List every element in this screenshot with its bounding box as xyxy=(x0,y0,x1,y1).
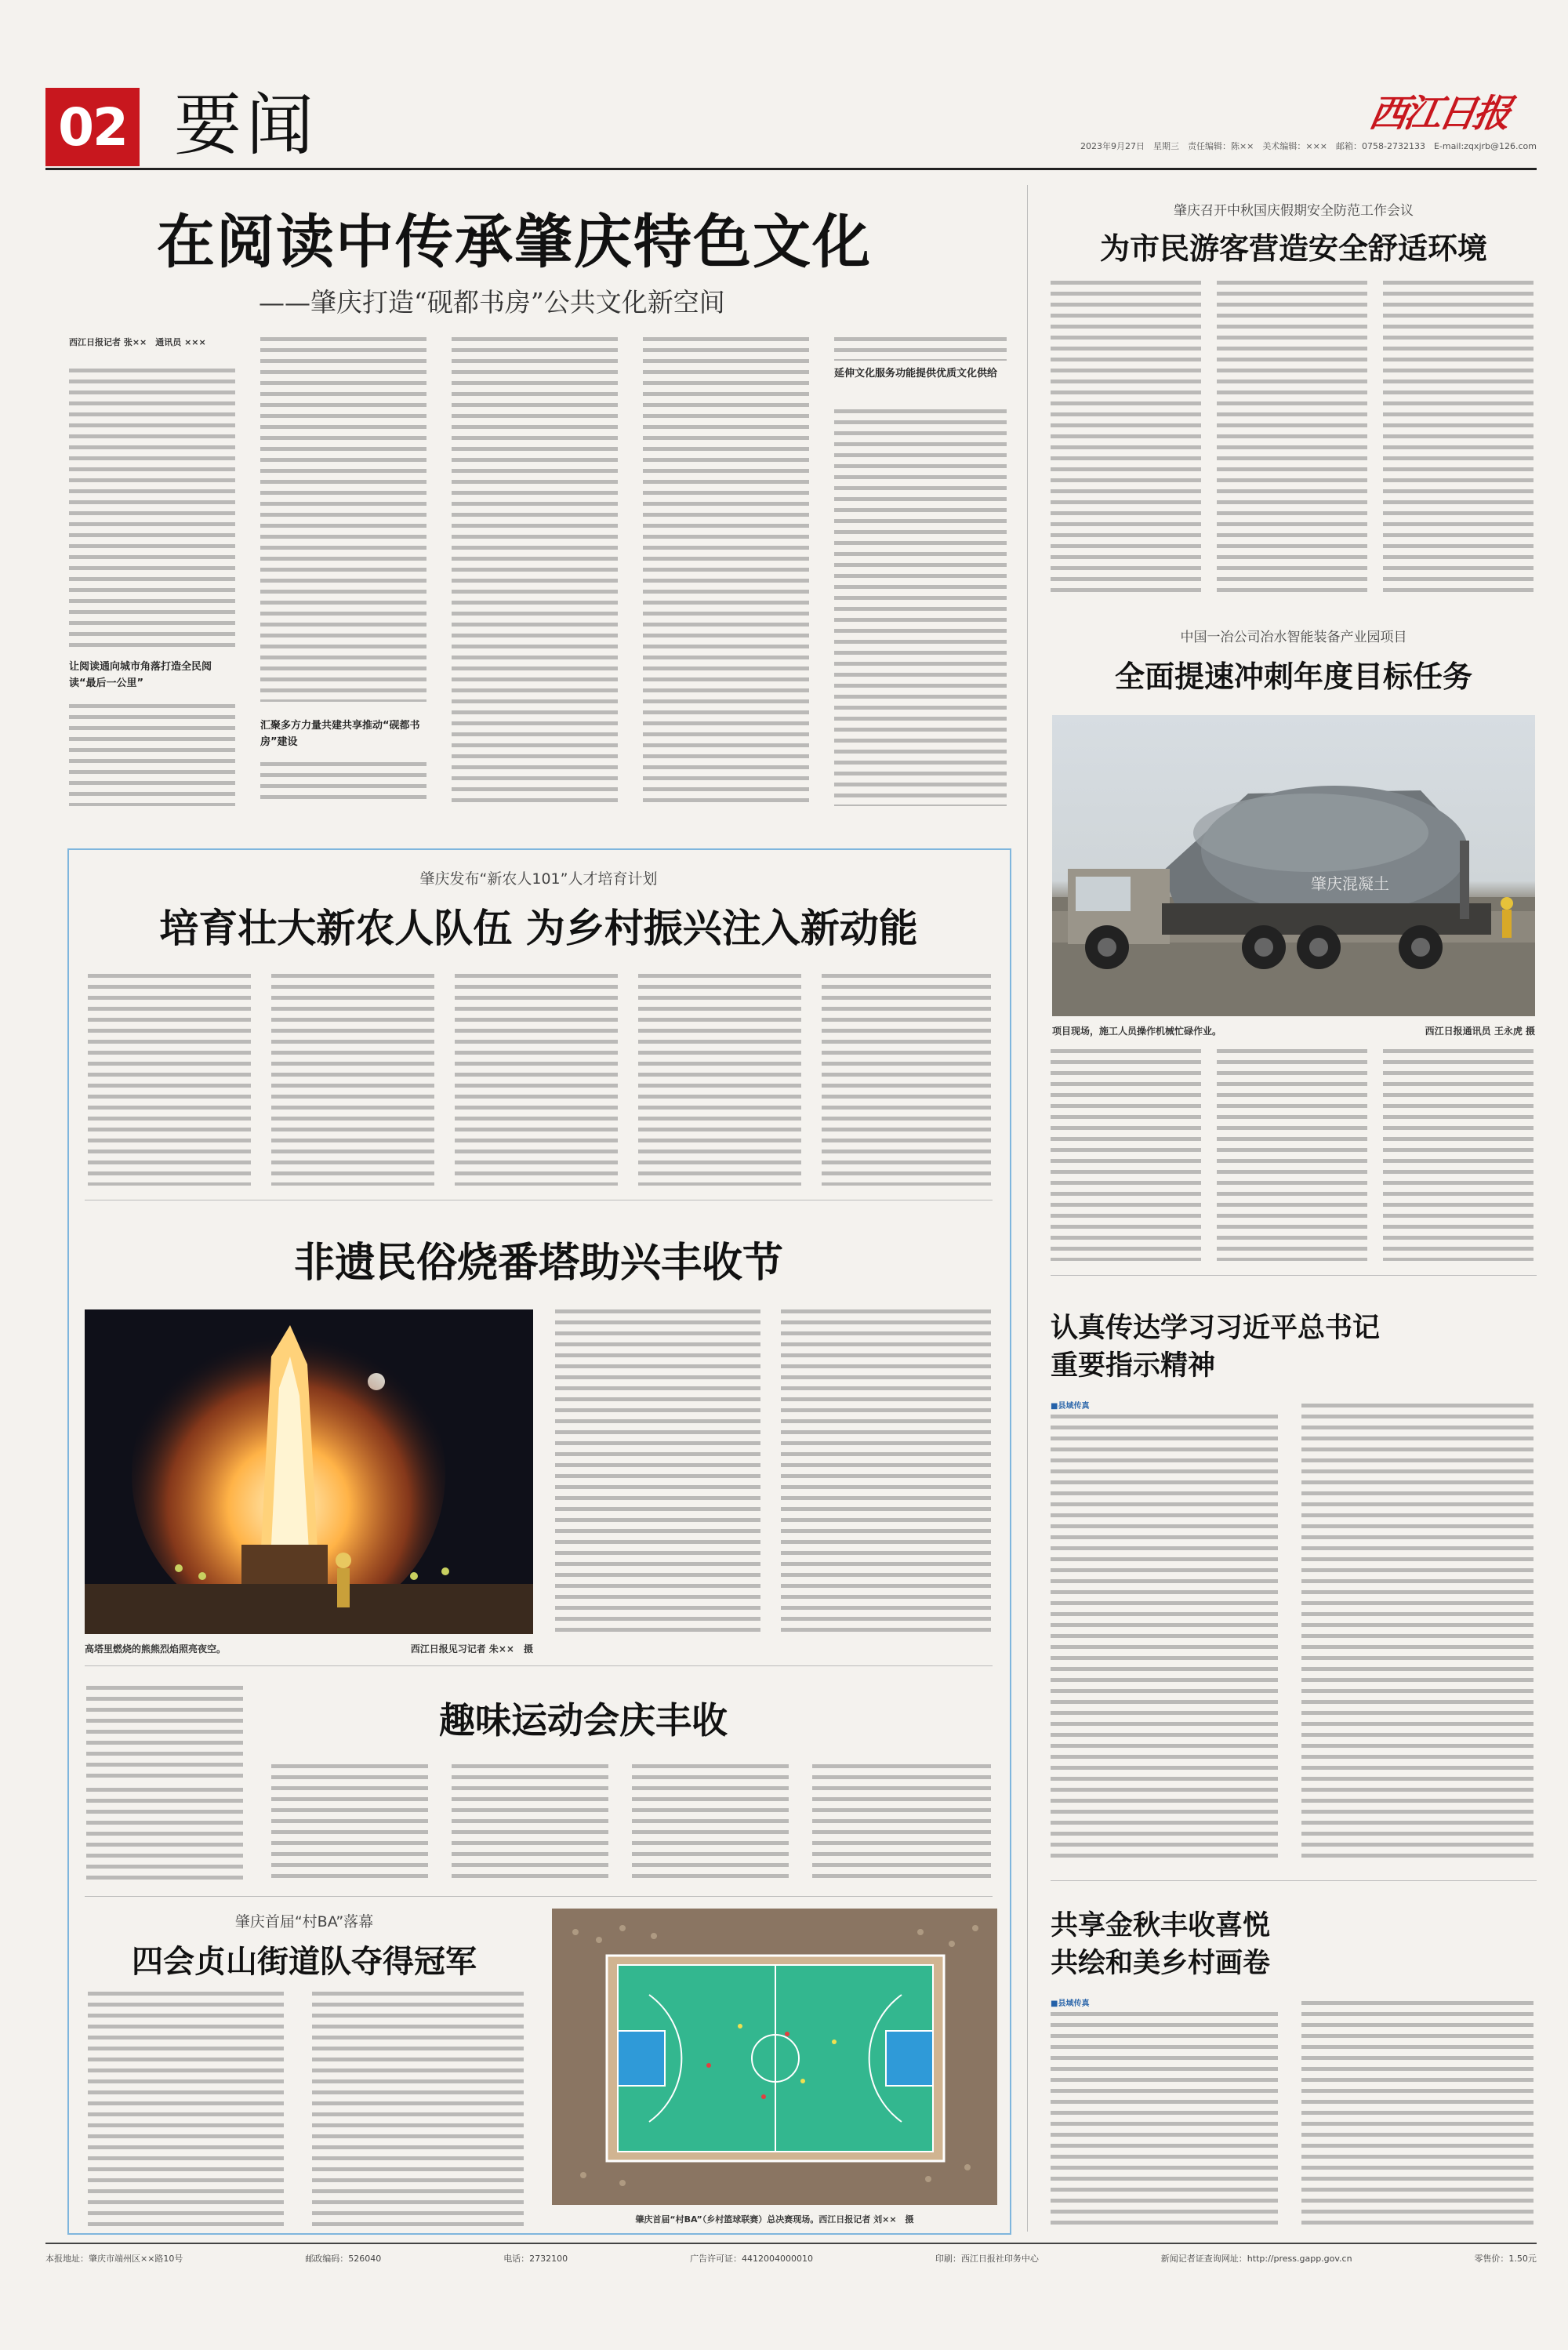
harvest-col-2 xyxy=(1301,2001,1534,2230)
industry-col-2 xyxy=(1217,1049,1367,1261)
tower-title: 非遗民俗烧番塔助兴丰收节 xyxy=(293,1239,783,1287)
industry-kicker: 中国一冶公司冶水智能装备产业园项目 xyxy=(1180,630,1407,645)
masthead-rule xyxy=(45,168,1537,170)
section-title: 要闻 xyxy=(174,86,318,165)
industry-photo xyxy=(1052,715,1535,1016)
header-meta: 2023年9月27日 星期三 责任编辑：陈×× 美术编辑：××× 邮箱：0758-2732133 E-mail:zqxjrb@126.com xyxy=(1080,141,1537,151)
footer-price: 零售价：1.50元 xyxy=(1474,2254,1537,2264)
fire-tower-illustration xyxy=(85,1309,533,1634)
footer-bar xyxy=(45,2252,1537,2265)
lead-column-2a xyxy=(260,337,426,702)
right-top-col-3 xyxy=(1383,281,1534,598)
sports-col-3 xyxy=(452,1764,608,1882)
village-ba-title: 四会贞山街道队夺得冠军 xyxy=(132,1943,477,1980)
instructions-title-1: 认真传达学习习近平总书记 xyxy=(1051,1312,1381,1344)
right-top-title: 为市民游客营造安全舒适环境 xyxy=(1099,231,1487,266)
farmers-kicker: 肇庆发布“新农人101”人才培育计划 xyxy=(419,870,658,888)
farmers-col-3 xyxy=(455,974,618,1186)
footer-ad-license: 广告许可证：4412004000010 xyxy=(690,2254,814,2264)
lead-column-2b xyxy=(260,762,426,806)
right-top-col-1 xyxy=(1051,281,1201,598)
tower-photo xyxy=(85,1309,533,1634)
basketball-caption: 肇庆首届“村BA”（乡村篮球联赛）总决赛现场。西江日报记者 刘×× 摄 xyxy=(635,2214,914,2225)
box-rule-2 xyxy=(85,1665,993,1666)
lead-subhead-3: 延伸文化服务功能提供优质文化供给 xyxy=(834,368,998,380)
lead-subhead-1: 让阅读通向城市角落打造全民阅读“最后一公里” xyxy=(69,661,212,689)
industry-photo-credit: 西江日报通讯员 王永虎 摄 xyxy=(1425,1026,1535,1037)
sports-col-4 xyxy=(632,1764,789,1882)
lead-column-1b xyxy=(69,704,235,806)
footer-phone: 电话：2732100 xyxy=(503,2254,568,2264)
farmers-col-5 xyxy=(822,974,991,1186)
instructions-dateline: ■县域传真 xyxy=(1051,1402,1090,1411)
truck-lettering: 肇庆混凝土 xyxy=(1311,874,1389,893)
instructions-title-2: 重要指示精神 xyxy=(1051,1349,1216,1382)
mixer-truck-illustration xyxy=(1052,715,1535,1016)
page-number-badge xyxy=(45,88,140,166)
industry-title: 全面提速冲刺年度目标任务 xyxy=(1114,659,1472,694)
instructions-col-2 xyxy=(1301,1404,1534,1858)
sports-col-1a xyxy=(86,1686,243,1780)
lead-column-4 xyxy=(643,337,809,806)
farmers-col-4 xyxy=(638,974,801,1186)
farmers-title: 培育壮大新农人队伍 为乡村振兴注入新动能 xyxy=(159,905,918,951)
box-rule-3 xyxy=(85,1896,993,1897)
footer-rule xyxy=(45,2243,1537,2244)
tower-caption: 高塔里燃烧的熊熊烈焰照亮夜空。 xyxy=(85,1644,227,1654)
village-ba-col-1 xyxy=(88,1992,284,2227)
page-number: 02 xyxy=(58,96,127,158)
logo-brush-calligraphy-icon: 西江日报 xyxy=(1366,92,1512,136)
village-ba-kicker: 肇庆首届“村BA”落幕 xyxy=(234,1913,374,1930)
sports-col-1b xyxy=(86,1788,243,1883)
lead-byline: 西江日报记者 张×× 通讯员 ××× xyxy=(69,337,206,347)
right-column-divider xyxy=(1027,185,1028,2232)
footer-printer: 印刷：西江日报社印务中心 xyxy=(935,2254,1039,2264)
harvest-title-1: 共享金秋丰收喜悦 xyxy=(1051,1909,1271,1941)
farmers-col-2 xyxy=(271,974,434,1186)
footer-address: 本报地址：肇庆市端州区××路10号 xyxy=(45,2254,183,2264)
footer-press-url: 新闻记者证查询网址：http://press.gapp.gov.cn xyxy=(1160,2254,1352,2264)
industry-col-1 xyxy=(1051,1049,1201,1261)
instructions-col-1 xyxy=(1051,1415,1278,1858)
lead-column-5a xyxy=(834,337,1007,361)
footer-postcode: 邮政编码：526040 xyxy=(305,2254,382,2264)
village-ba-col-2 xyxy=(312,1992,524,2227)
right-top-kicker: 肇庆召开中秋国庆假期安全防范工作会议 xyxy=(1174,203,1414,219)
lead-subtitle: ——肇庆打造“砚都书房”公共文化新空间 xyxy=(259,287,725,318)
industry-col-3 xyxy=(1383,1049,1534,1261)
tower-col-1 xyxy=(555,1309,760,1639)
lead-subhead-2: 汇聚多方力量共建共享推动“砚都书房”建设 xyxy=(260,720,420,748)
tower-col-2 xyxy=(781,1309,991,1639)
farmers-col-1 xyxy=(88,974,251,1186)
sports-col-5 xyxy=(812,1764,991,1882)
right-rule-1 xyxy=(1051,1275,1537,1276)
right-top-col-2 xyxy=(1217,281,1367,598)
industry-caption: 项目现场，施工人员操作机械忙碌作业。 xyxy=(1052,1026,1222,1037)
harvest-dateline: ■县域传真 xyxy=(1051,1999,1090,2008)
tower-photo-credit: 西江日报见习记者 朱×× 摄 xyxy=(410,1644,533,1654)
basketball-photo xyxy=(552,1909,997,2205)
sports-col-2 xyxy=(271,1764,428,1882)
harvest-title-2: 共绘和美乡村画卷 xyxy=(1051,1947,1271,1979)
basketball-court-illustration xyxy=(552,1909,997,2205)
lead-title: 在阅读中传承肇庆特色文化 xyxy=(157,209,872,276)
lead-column-1a xyxy=(69,369,235,647)
lead-column-3 xyxy=(452,337,618,806)
lead-column-5b xyxy=(834,409,1007,806)
right-rule-2 xyxy=(1051,1880,1537,1881)
sports-title: 趣味运动会庆丰收 xyxy=(439,1699,728,1742)
harvest-col-1 xyxy=(1051,2012,1278,2230)
